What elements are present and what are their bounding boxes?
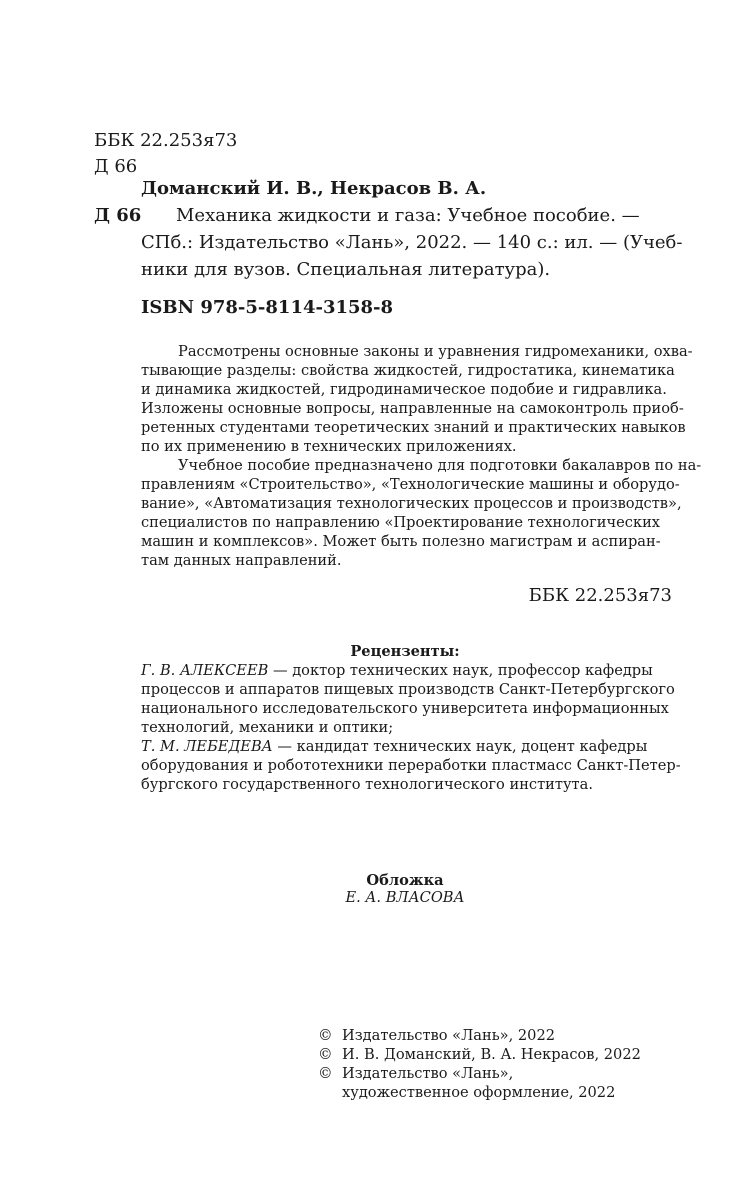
author-mark-left: Д 66 bbox=[94, 205, 142, 226]
copyright-line bbox=[318, 1027, 555, 1044]
reviewer-1-line: технологий, механики и оптики; bbox=[141, 719, 394, 736]
abstract-line: вание», «Автоматизация технологических процессов и производств», bbox=[141, 495, 682, 512]
reviewer-2-line: оборудования и робототехники переработки пластмасс Санкт-Петер- bbox=[141, 757, 681, 774]
bbk-index-top bbox=[94, 128, 237, 180]
abstract-line: по их применению в технических приложениях. bbox=[141, 438, 517, 455]
book-authors: Доманский И. В., Некрасов В. А. bbox=[141, 178, 487, 199]
title-line-1: Механика жидкости и газа: Учебное пособие. — bbox=[176, 205, 640, 226]
isbn: ISBN 978-5-8114-3158-8 bbox=[141, 297, 394, 318]
reviewer-1-name: Г. В. АЛЕКСЕЕВ bbox=[141, 662, 269, 679]
copyright-icon: © bbox=[318, 1065, 333, 1082]
abstract-line: тывающие разделы: свойства жидкостей, гидростатика, кинематика bbox=[141, 362, 675, 379]
abstract-line: и динамика жидкостей, гидродинамическое подобие и гидравлика. bbox=[141, 381, 667, 398]
abstract-line: Учебное пособие предназначено для подготовки бакалавров по на- bbox=[178, 457, 702, 474]
copyright-text: художественное оформление, 2022 bbox=[342, 1084, 616, 1101]
abstract-line: Рассмотрены основные законы и уравнения гидромеханики, охва- bbox=[178, 343, 693, 360]
copyright-line bbox=[318, 1065, 513, 1082]
cover-heading: Обложка bbox=[366, 872, 444, 889]
bbk-code: ББК 22.253я73 bbox=[94, 130, 238, 151]
abstract-line: ретенных студентами теоретических знаний и практических навыков bbox=[141, 419, 686, 436]
reviewer-1-line: процессов и аппаратов пищевых производств Санкт-Петербургского bbox=[141, 681, 675, 698]
copyright-text: И. В. Доманский, В. А. Некрасов, 2022 bbox=[342, 1046, 641, 1063]
title-line-2: СПб.: Издательство «Лань», 2022. — 140 с.: ил. — (Учеб- bbox=[141, 232, 683, 253]
abstract-line: там данных направлений. bbox=[141, 552, 342, 569]
reviewer-1-text: — доктор технических наук, профессор кафедры bbox=[268, 662, 653, 679]
copyright-icon: © bbox=[318, 1046, 333, 1063]
reviewer-2 bbox=[141, 738, 647, 755]
author-mark: Д 66 bbox=[94, 156, 138, 177]
copyright-text: Издательство «Лань», bbox=[342, 1065, 514, 1082]
abstract-line: машин и комплексов». Может быть полезно магистрам и аспиран- bbox=[141, 533, 661, 550]
copyright-text: Издательство «Лань», 2022 bbox=[342, 1027, 556, 1044]
bbk-code-right: ББК 22.253я73 bbox=[528, 585, 672, 606]
reviewers-heading: Рецензенты: bbox=[350, 643, 460, 660]
cover-designer: Е. А. ВЛАСОВА bbox=[345, 889, 465, 906]
reviewer-2-name: Т. М. ЛЕБЕДЕВА bbox=[141, 738, 273, 755]
abstract-line: специалистов по направлению «Проектирование технологических bbox=[141, 514, 661, 531]
reviewer-2-text: — кандидат технических наук, доцент кафедры bbox=[272, 738, 648, 755]
reviewer-1-line: национального исследовательского университета информационных bbox=[141, 700, 669, 717]
copyright-icon: © bbox=[318, 1027, 333, 1044]
copyright-line bbox=[318, 1046, 641, 1063]
abstract-line: Изложены основные вопросы, направленные на самоконтроль приоб- bbox=[141, 400, 684, 417]
reviewer-1 bbox=[141, 662, 653, 679]
copyright-line bbox=[318, 1084, 615, 1101]
abstract-line: правлениям «Строительство», «Технологические машины и оборудо- bbox=[141, 476, 680, 493]
title-line-3: ники для вузов. Специальная литература). bbox=[141, 259, 551, 280]
reviewer-2-line: бургского государственного технологического института. bbox=[141, 776, 593, 793]
